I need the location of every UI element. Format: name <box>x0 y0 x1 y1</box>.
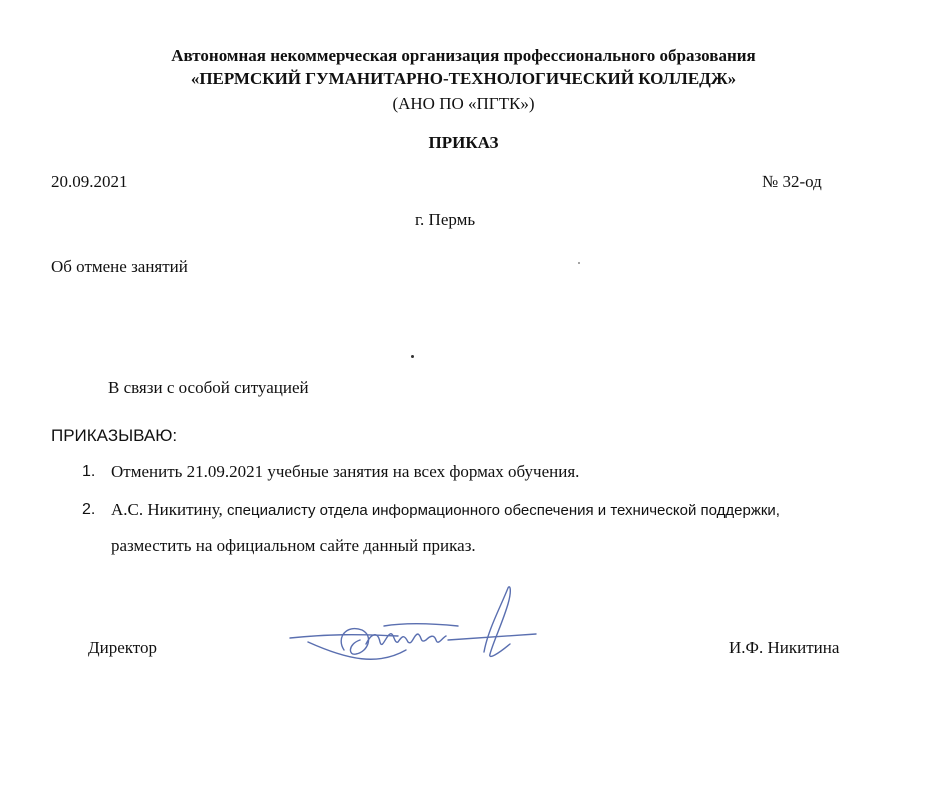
document-subject: Об отмене занятий <box>51 257 188 276</box>
signatory-name: И.Ф. Никитина <box>729 638 840 657</box>
handwritten-signature <box>288 580 538 670</box>
document-city: г. Пермь <box>415 210 476 229</box>
preamble: В связи с особой ситуацией <box>108 378 309 397</box>
scan-speck <box>411 355 414 358</box>
order-item-1: Отменить 21.09.2021 учебные занятия на всех формах обучения. <box>111 462 580 481</box>
org-line: Автономная некоммерческая организация профессионального образования <box>171 46 756 65</box>
list-number: 2. <box>82 501 96 518</box>
document-type: ПРИКАЗ <box>428 133 499 152</box>
list-number: 1. <box>82 463 96 480</box>
order-word: ПРИКАЗЫВАЮ: <box>51 426 178 445</box>
order-item-2-line-1 <box>111 500 780 520</box>
org-abbreviation: (АНО ПО «ПГТК») <box>392 94 535 113</box>
signatory-position: Директор <box>88 638 157 657</box>
document-number: № 32-од <box>762 172 822 191</box>
order-item-2-person: А.С. Никитину, <box>111 500 228 519</box>
scan-speck <box>578 262 580 264</box>
college-name: «ПЕРМСКИЙ ГУМАНИТАРНО-ТЕХНОЛОГИЧЕСКИЙ КОЛЛЕДЖ» <box>190 69 737 88</box>
order-item-2-line-2: разместить на официальном сайте данный приказ. <box>111 536 476 555</box>
order-item-2-role: специалисту отдела информационного обеспечения и технической поддержки, <box>227 502 780 519</box>
document-date: 20.09.2021 <box>51 172 128 191</box>
